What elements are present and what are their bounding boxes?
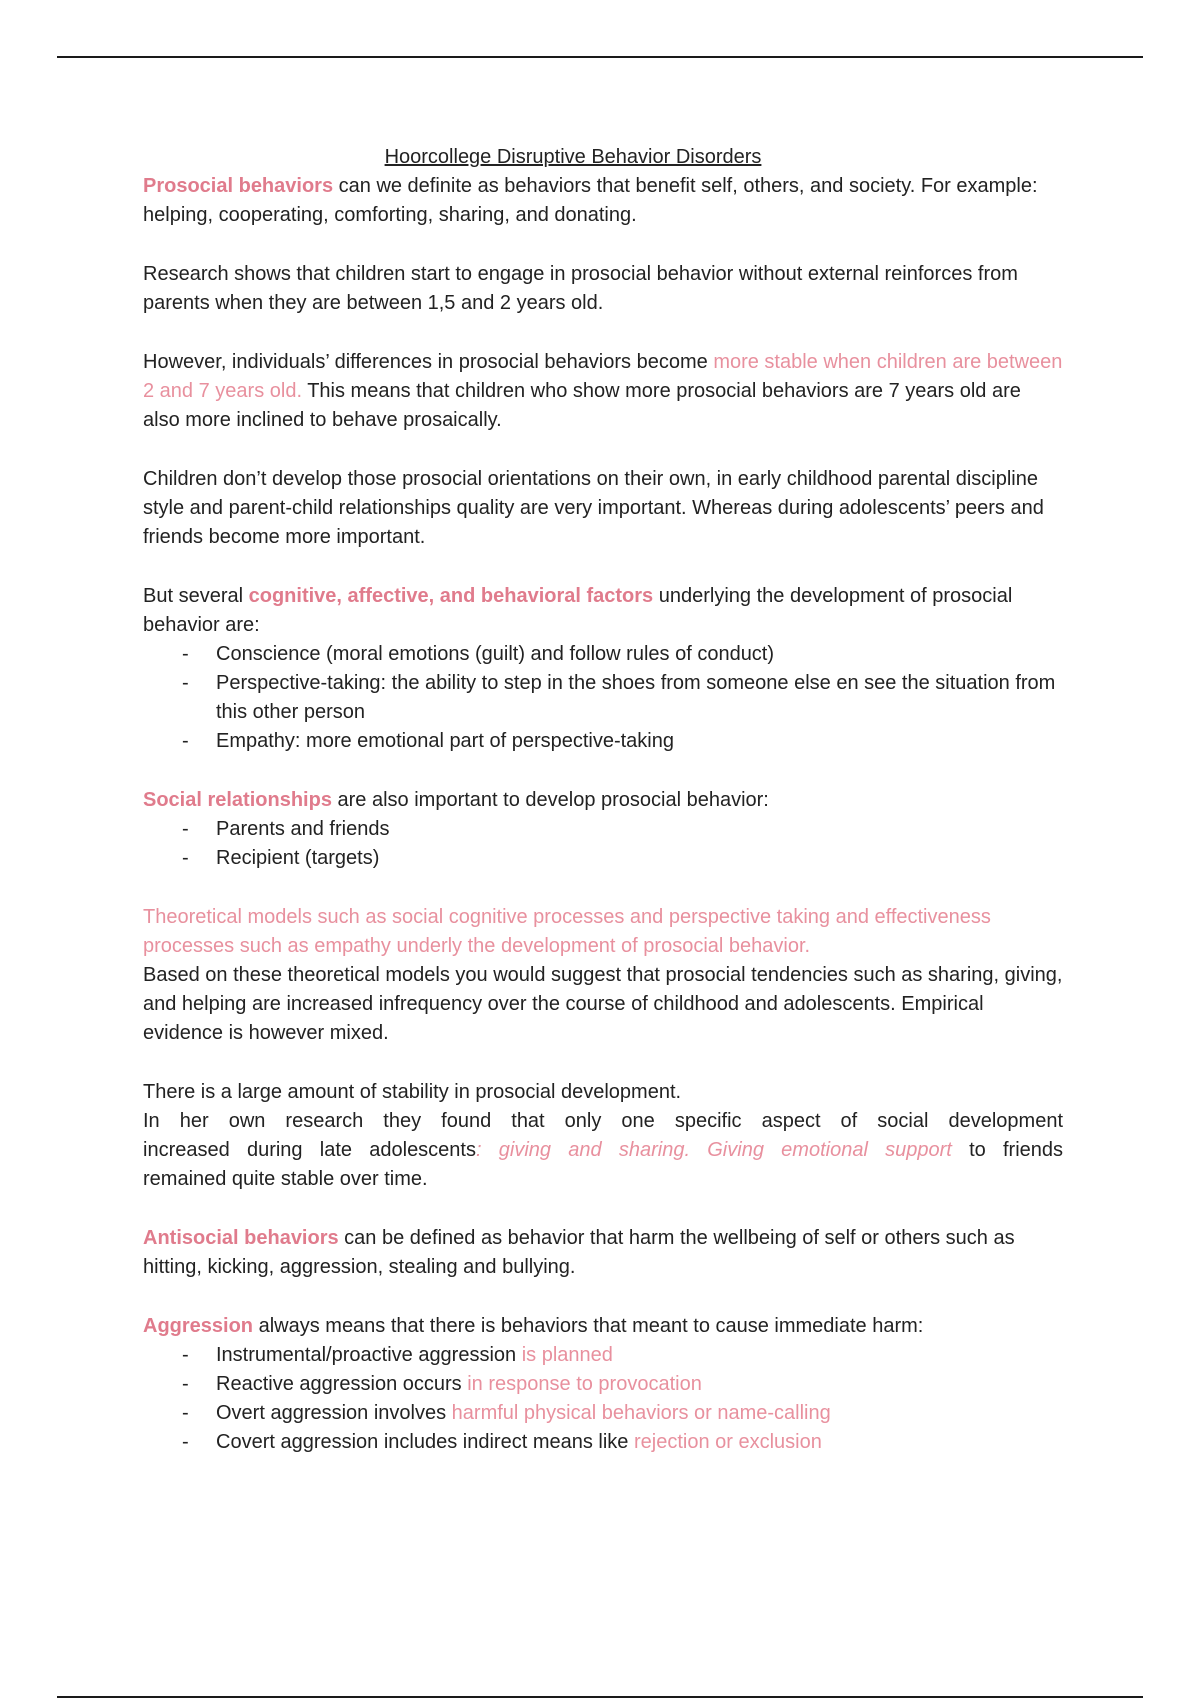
list-item (143, 669, 1063, 727)
list-item-text: Instrumental/proactive aggression (216, 1344, 522, 1366)
stability-tail: This means that children who show more prosocial behaviors are 7 years old are also more inclined to behave prosaically. (143, 380, 1021, 431)
top-rule (57, 56, 1143, 58)
term-social-relationships: Social relationships (143, 789, 332, 811)
paragraph-aggression (143, 1312, 1063, 1341)
list-item-text: Parents and friends (216, 818, 390, 840)
term-factors: cognitive, affective, and behavioral factors (248, 585, 654, 607)
social-relationships-list (143, 815, 1063, 873)
term-prosocial-behaviors: Prosocial behaviors (143, 175, 334, 197)
stability-lead: However, individuals’ differences in prosocial behaviors become (143, 351, 714, 373)
bottom-rule (57, 1696, 1143, 1698)
paragraph-theoretical-models-text: Based on these theoretical models you would suggest that prosocial tendencies such as sharing, giving, and helping are increased infrequency over the course of childhood and adolescents. Empirical evidence is however mixed. (143, 964, 1063, 1044)
factors-tail: underlying the development of prosocial behavior are: (143, 585, 1013, 636)
list-item-text: Perspective-taking: the ability to step in the shoes from someone else en see the situation from this other person (216, 672, 1056, 723)
bullet-dash: - (182, 643, 189, 665)
bullet-dash: - (182, 1373, 189, 1395)
term-aggression: Aggression (143, 1315, 254, 1337)
paragraph-own-research-line3: remained quite stable over time. (143, 1168, 428, 1190)
list-item-text: Empathy: more emotional part of perspective-taking (216, 730, 674, 752)
paragraph-research: Research shows that children start to engage in prosocial behavior without external reinforces from parents when they are between 1,5 and 2 years old. (143, 263, 1018, 314)
document-title: Hoorcollege Disruptive Behavior Disorders (384, 146, 762, 168)
factors-list (143, 640, 1063, 756)
antisocial-text: can be defined as behavior that harm the wellbeing of self or others such as hitting, kicking, aggression, stealing and bullying. (143, 1227, 1015, 1278)
bullet-dash: - (182, 730, 189, 752)
stability-highlight: more stable when children are between 2 and 7 years old. (143, 351, 1063, 402)
list-item (143, 1341, 1063, 1370)
list-item (143, 1370, 1063, 1399)
paragraph-own-research-line2 (143, 1136, 1063, 1165)
paragraph-stability (143, 348, 1063, 435)
list-item (143, 640, 1063, 669)
paragraph-orientations: Children don’t develop those prosocial orientations on their own, in early childhood parental discipline style and parent-child relationships quality are very important. Whereas during adolescents’ peers and friends become more important. (143, 468, 1044, 548)
bullet-dash: - (182, 1344, 189, 1366)
bullet-dash: - (182, 1402, 189, 1424)
social-relationships-tail: are also important to develop prosocial behavior: (331, 789, 769, 811)
term-antisocial-behaviors: Antisocial behaviors (143, 1227, 339, 1249)
list-item (143, 1399, 1063, 1428)
factors-lead: But several (143, 585, 249, 607)
document-body (143, 143, 1063, 1457)
list-item (143, 1428, 1063, 1457)
paragraph-antisocial (143, 1224, 1063, 1282)
own-research-highlight: : giving and sharing. Giving emotional support (476, 1139, 952, 1161)
bullet-dash: - (182, 818, 189, 840)
bullet-dash: - (182, 1431, 189, 1453)
list-item-highlight: harmful physical behaviors or name-calling (451, 1402, 831, 1424)
aggression-tail: always means that there is behaviors that meant to cause immediate harm: (253, 1315, 924, 1337)
list-item-highlight: rejection or exclusion (633, 1431, 822, 1453)
theoretical-models-highlight: Theoretical models such as social cognitive processes and perspective taking and effectiveness processes such as empathy underly the development of prosocial behavior. (143, 906, 991, 957)
list-item-highlight: in response to provocation (467, 1373, 702, 1395)
bullet-dash: - (182, 672, 189, 694)
list-item (143, 844, 1063, 873)
aggression-list (143, 1341, 1063, 1457)
list-item-text: Recipient (targets) (216, 847, 380, 869)
list-item (143, 727, 1063, 756)
own-research-tail: to friends (951, 1139, 1064, 1161)
list-item-highlight: is planned (521, 1344, 613, 1366)
list-item-text: Conscience (moral emotions (guilt) and follow rules of conduct) (216, 643, 775, 665)
paragraph-prosocial-definition (143, 172, 1063, 230)
paragraph-factors (143, 582, 1063, 640)
prosocial-definition-text: can we definite as behaviors that benefit self, others, and society. For example: helping, cooperating, comforting, sharing, and donating. (143, 175, 1038, 226)
paragraph-social-relationships (143, 786, 1063, 815)
list-item (143, 815, 1063, 844)
paragraph-own-research-line1: In her own research they found that only one specific aspect of social development (143, 1110, 1063, 1132)
list-item-text: Overt aggression involves (216, 1402, 452, 1424)
bullet-dash: - (182, 847, 189, 869)
paragraph-stability-line: There is a large amount of stability in prosocial development. (143, 1081, 682, 1103)
paragraph-theoretical-models (143, 903, 1063, 961)
own-research-lead: increased during late adolescents (143, 1139, 476, 1161)
list-item-text: Reactive aggression occurs (216, 1373, 468, 1395)
list-item-text: Covert aggression includes indirect means like (216, 1431, 634, 1453)
